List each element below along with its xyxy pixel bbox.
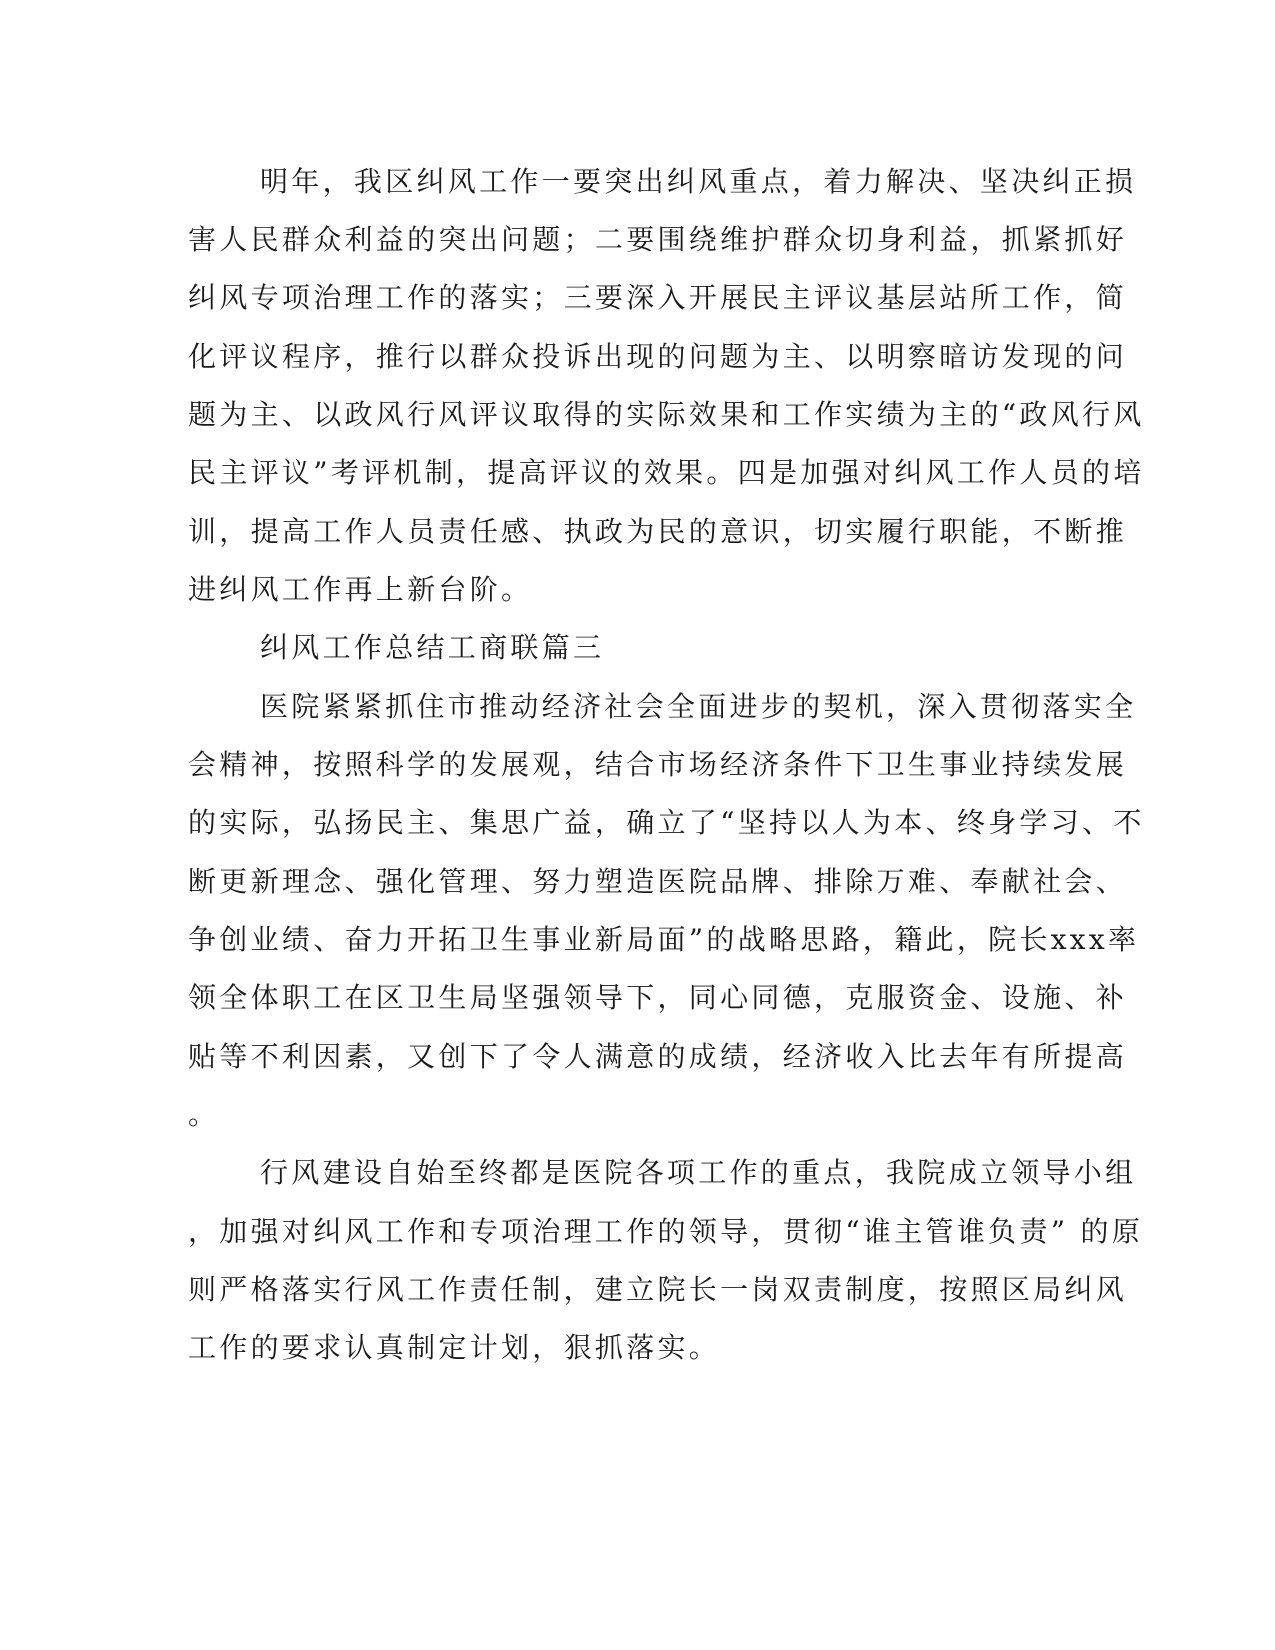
paragraph-2-line-3: 的实际，弘扬民主、集思广益，确立了“坚持以人为本、终身学习、不: [188, 806, 1145, 839]
paragraph-3-line-1: 行风建设自始至终都是医院各项工作的重点，我院成立领导小组: [260, 1156, 1137, 1189]
paragraph-1-line-3: 纠风专项治理工作的落实；三要深入开展民主评议基层站所工作，简: [188, 281, 1128, 314]
paragraph-2-line-8: 。: [188, 1098, 220, 1131]
paragraph-1-line-5: 题为主、以政风行风评议取得的实际效果和工作实绩为主的“政风行风: [188, 398, 1145, 431]
paragraph-1-line-8: 进纠风工作再上新台阶。: [188, 573, 533, 606]
paragraph-1-line-2: 害人民群众利益的突出问题；二要围绕维护群众切身利益，抓紧抓好: [188, 223, 1128, 256]
paragraph-1-line-4: 化评议程序，推行以群众投诉出现的问题为主、以明察暗访发现的问: [188, 340, 1128, 373]
paragraph-3-line-2: ，加强对纠风工作和专项治理工作的领导，贯彻“谁主管谁负责” 的原: [188, 1215, 1144, 1248]
paragraph-2-line-1: 医院紧紧抓住市推动经济社会全面进步的契机，深入贯彻落实全: [260, 690, 1137, 723]
paragraph-2-line-6: 领全体职工在区卫生局坚强领导下，同心同德，克服资金、设施、补: [188, 981, 1128, 1014]
section-heading: 纠风工作总结工商联篇三: [260, 631, 605, 664]
paragraph-2-line-4: 断更新理念、强化管理、努力塑造医院品牌、排除万难、奉献社会、: [188, 865, 1128, 898]
paragraph-3-line-3: 则严格落实行风工作责任制，建立院长一岗双责制度，按照区局纠风: [188, 1273, 1128, 1306]
paragraph-2-line-5: 争创业绩、奋力开拓卫生事业新局面”的战略思路，籍此，院长xxx率: [188, 923, 1140, 956]
paragraph-1-line-6: 民主评议”考评机制，提高评议的效果。四是加强对纠风工作人员的培: [188, 456, 1145, 489]
paragraph-2-line-7: 贴等不利因素，又创下了令人满意的成绩，经济收入比去年有所提高: [188, 1040, 1128, 1073]
paragraph-3-line-4: 工作的要求认真制定计划，狠抓落实。: [188, 1331, 721, 1364]
paragraph-1-line-7: 训，提高工作人员责任感、执政为民的意识，切实履行职能，不断推: [188, 515, 1128, 548]
paragraph-1-line-1: 明年，我区纠风工作一要突出纠风重点，着力解决、坚决纠正损: [260, 165, 1137, 198]
paragraph-2-line-2: 会精神，按照科学的发展观，结合市场经济条件下卫生事业持续发展: [188, 748, 1128, 781]
